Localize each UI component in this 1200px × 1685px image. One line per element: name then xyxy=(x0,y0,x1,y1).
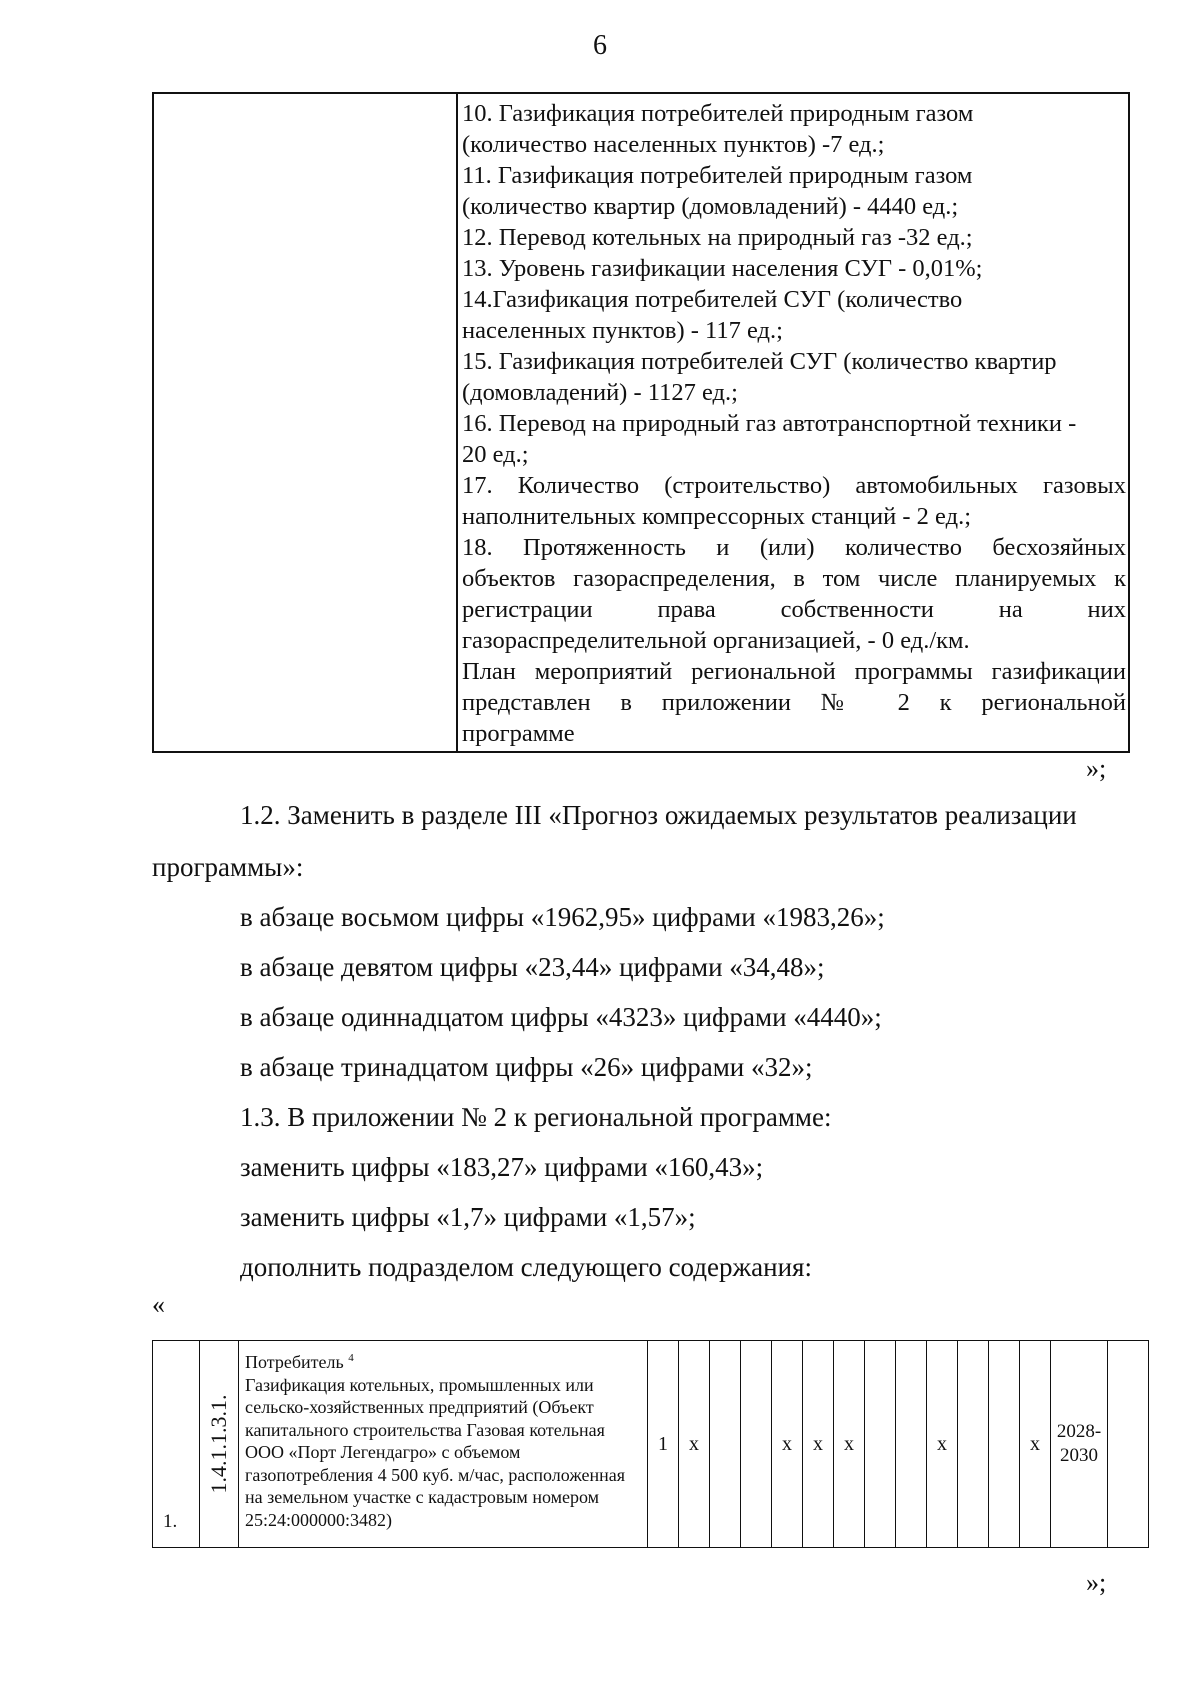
indicator-line: План мероприятий региональной программы газификации xyxy=(462,658,1126,685)
value-cell: 1 xyxy=(648,1341,679,1548)
indicator-line: (количество квартир (домовладений) - 4440 ед.; xyxy=(462,193,959,220)
subsection-table xyxy=(152,1340,1149,1548)
indicator-line: 13. Уровень газификации населения СУГ - 0,01%; xyxy=(462,255,983,282)
indicator-line: представлен в приложении № 2 к региональной xyxy=(462,689,1126,716)
value-cell xyxy=(710,1341,741,1548)
paragraph-1-2-line-2: программы»: xyxy=(152,852,304,882)
value-cell: x xyxy=(1020,1341,1051,1548)
indicator-line: наполнительных компрессорных станций - 2 ед.; xyxy=(462,503,971,530)
page-number: 6 xyxy=(593,30,607,61)
paragraph-1-3: 1.3. В приложении № 2 к региональной программе: xyxy=(240,1102,832,1132)
row-code-cell xyxy=(200,1341,239,1548)
indicator-line: (домовладений) - 1127 ед.; xyxy=(462,379,738,406)
value-cell xyxy=(741,1341,772,1548)
value-cell: x xyxy=(927,1341,958,1548)
value-cell: x xyxy=(834,1341,865,1548)
closing-quote: »; xyxy=(1086,754,1107,783)
paragraph-paragraph-9: в абзаце девятом цифры «23,44» цифрами «34,48»; xyxy=(240,952,825,982)
paragraph-1-2-line-1: 1.2. Заменить в разделе III «Прогноз ожидаемых результатов реализации xyxy=(240,800,1077,830)
row-number: 1. xyxy=(153,1341,200,1548)
table-row xyxy=(153,1341,1149,1548)
indicator-list xyxy=(458,94,1128,751)
row-description-cell xyxy=(239,1341,648,1548)
opening-quote: « xyxy=(152,1290,165,1319)
indicator-line: населенных пунктов) - 117 ед.; xyxy=(462,317,783,344)
footnote-marker: 4 xyxy=(348,1352,354,1364)
paragraph-replace-1: заменить цифры «183,27» цифрами «160,43»; xyxy=(240,1152,764,1182)
indicator-line: регистрации права собственности на них xyxy=(462,596,1126,623)
indicator-line: 12. Перевод котельных на природный газ -32 ед.; xyxy=(462,224,973,251)
indicator-line: 11. Газификация потребителей природным газом xyxy=(462,162,973,189)
value-cell: x xyxy=(803,1341,834,1548)
paragraph-paragraph-11: в абзаце одиннадцатом цифры «4323» цифрами «4440»; xyxy=(240,1002,882,1032)
value-cell xyxy=(958,1341,989,1548)
implementation-years: 2028-2030 xyxy=(1051,1341,1108,1548)
value-cell: x xyxy=(679,1341,710,1548)
value-cell xyxy=(989,1341,1020,1548)
paragraph-paragraph-13: в абзаце тринадцатом цифры «26» цифрами «32»; xyxy=(240,1052,813,1082)
indicator-line: объектов газораспределения, в том числе планируемых к xyxy=(462,565,1126,592)
value-cell xyxy=(896,1341,927,1548)
paragraph-add-subsection: дополнить подразделом следующего содержания: xyxy=(240,1252,812,1282)
value-cell: x xyxy=(772,1341,803,1548)
indicator-line: 17. Количество (строительство) автомобильных газовых xyxy=(462,472,1126,499)
indicators-table-label-cell xyxy=(153,93,457,752)
indicator-line: 15. Газификация потребителей СУГ (количество квартир xyxy=(462,348,1057,375)
indicators-table xyxy=(152,92,1130,753)
indicator-line: 18. Протяженность и (или) количество бесхозяйных xyxy=(462,534,1126,561)
indicator-line: 10. Газификация потребителей природным газом xyxy=(462,100,974,127)
row-description: Газификация котельных, промышленных или сельско-хозяйственных предприятий (Объект капитального строительства Газовая котельная ООО «Порт Легендагро» с объемом газопотребления 4 500 куб. м/час, расположенная на земельном участке с кадастровым номером 25:24:000000:3482) xyxy=(245,1374,626,1530)
indicator-line: программе xyxy=(462,720,575,747)
indicator-line: 16. Перевод на природный газ автотранспортной техники - xyxy=(462,410,1077,437)
indicator-line: 14.Газификация потребителей СУГ (количество xyxy=(462,286,963,313)
row-code: 1.4.1.1.3.1. xyxy=(206,1394,231,1494)
value-cell xyxy=(865,1341,896,1548)
indicator-line: газораспределительной организацией, - 0 ед./км. xyxy=(462,627,970,654)
indicators-table-value-cell xyxy=(457,93,1129,752)
paragraph-replace-2: заменить цифры «1,7» цифрами «1,57»; xyxy=(240,1202,696,1232)
consumer-label: Потребитель xyxy=(245,1352,344,1372)
trailing-cell xyxy=(1108,1341,1149,1548)
closing-quote-end: »; xyxy=(1086,1568,1107,1597)
indicator-line: 20 ед.; xyxy=(462,441,529,468)
paragraph-paragraph-8: в абзаце восьмом цифры «1962,95» цифрами «1983,26»; xyxy=(240,902,885,932)
indicator-line: (количество населенных пунктов) -7 ед.; xyxy=(462,131,885,158)
